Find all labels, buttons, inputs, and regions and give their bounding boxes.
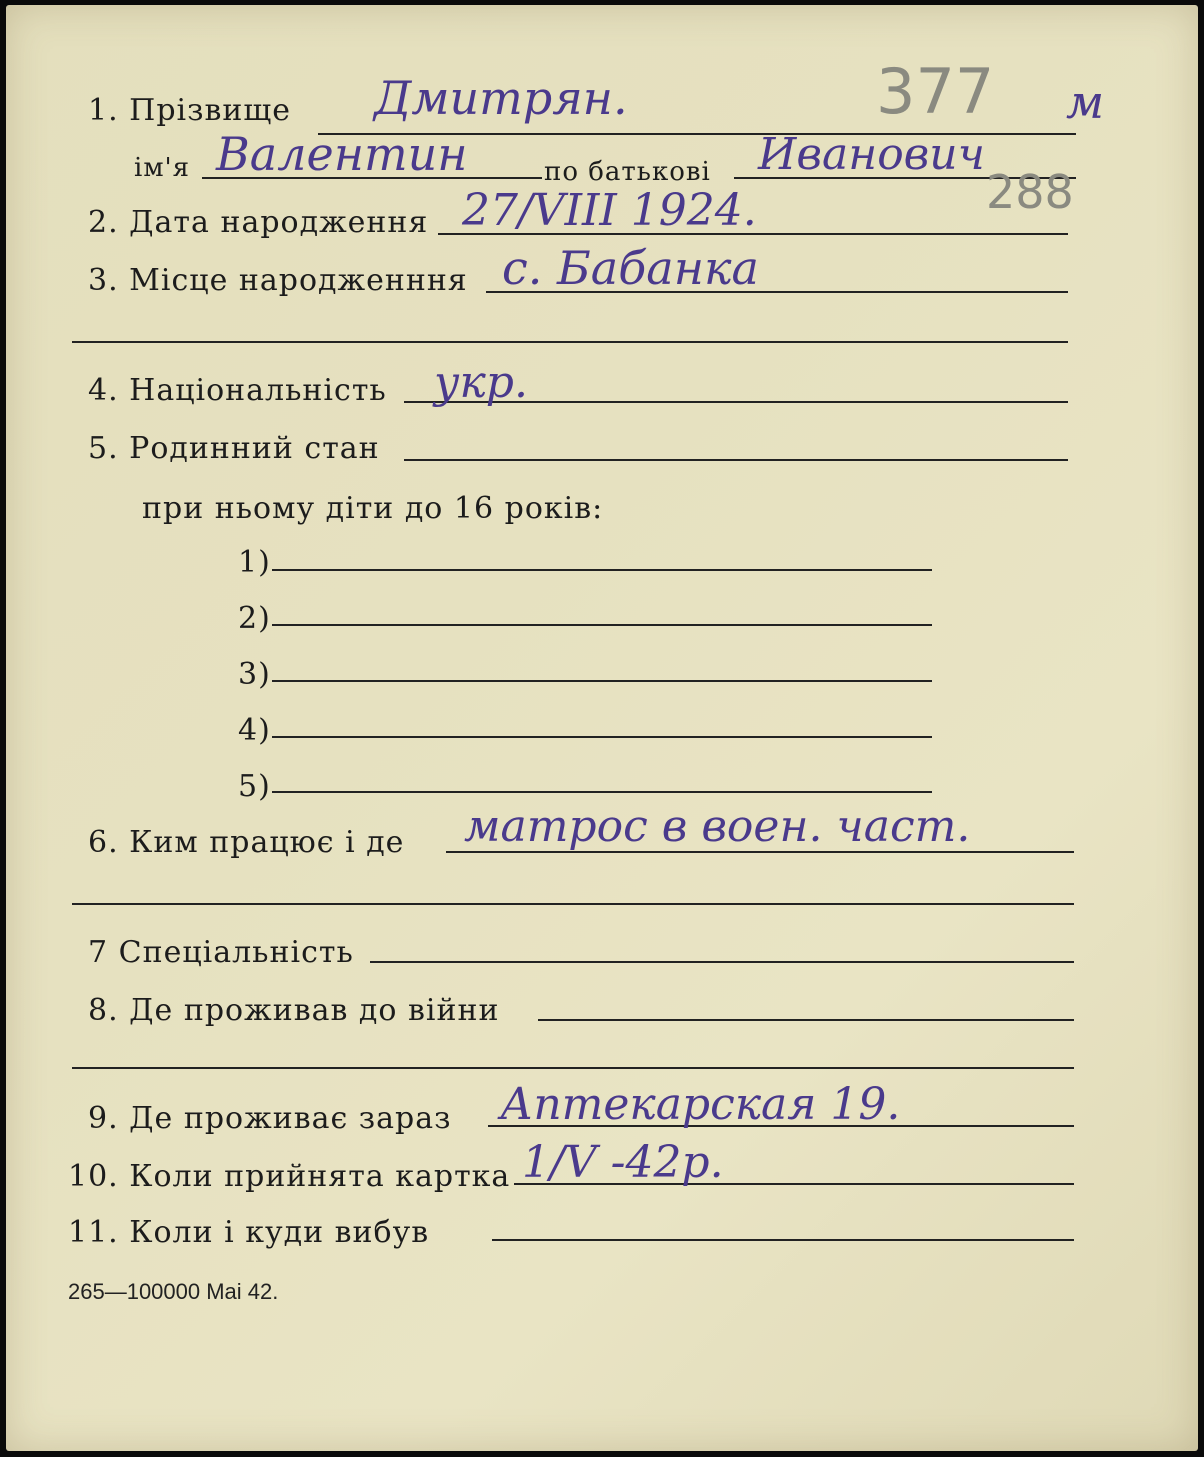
birthplace-line-2 — [72, 341, 1068, 343]
child-3-label: 3) — [238, 657, 271, 692]
child-1-line — [272, 569, 932, 571]
field-specialty-label: 7 Спеціальність — [88, 935, 354, 970]
field-work-label: 6. Ким працює і де — [88, 825, 405, 860]
child-2-label: 2) — [238, 601, 271, 636]
prewar-line — [538, 1019, 1074, 1021]
name-label: ім'я — [134, 153, 191, 183]
name-value: Валентин — [216, 127, 468, 181]
nationality-value: укр. — [434, 357, 528, 408]
field-birthdate-label: 2. Дата народження — [88, 205, 429, 240]
prewar-line-2 — [72, 1067, 1074, 1069]
pencil-number: 377 — [876, 55, 995, 128]
patronymic-label: по батькові — [544, 157, 711, 187]
registration-card — [6, 5, 1198, 1451]
child-5-label: 5) — [238, 769, 271, 804]
surname-value: Дмитрян. — [374, 71, 628, 125]
current-address-value: Аптекарская 19. — [500, 1079, 901, 1130]
field-surname-label: 1. Прізвище — [88, 93, 292, 128]
field-birthplace-label: 3. Місце народженння — [88, 263, 468, 298]
child-4-label: 4) — [238, 713, 271, 748]
birthplace-value: с. Бабанка — [502, 241, 759, 295]
child-2-line — [272, 624, 932, 626]
print-info: 265—100000 Mai 42. — [68, 1279, 279, 1304]
field-marital-label: 5. Родинний стан — [88, 431, 380, 466]
child-4-line — [272, 736, 932, 738]
card-date-value: 1/V -42р. — [522, 1137, 724, 1188]
departure-line — [492, 1239, 1074, 1241]
specialty-line — [370, 961, 1074, 963]
field-nationality-label: 4. Національність — [88, 373, 387, 408]
child-5-line — [272, 791, 932, 793]
field-prewar-label: 8. Де проживав до війни — [88, 993, 500, 1028]
birthdate-value: 27/VIII 1924. — [462, 185, 757, 236]
field-current-address-label: 9. Де проживає зараз — [88, 1101, 452, 1136]
marital-line — [404, 459, 1068, 461]
children-label: при ньому діти до 16 років: — [142, 491, 604, 526]
child-3-line — [272, 680, 932, 682]
pencil-number-2: 288 — [986, 165, 1074, 219]
work-value: матрос в воен. част. — [464, 801, 971, 852]
work-line-2 — [72, 903, 1074, 905]
field-card-date-label: 10. Коли прийнята картка — [68, 1159, 511, 1194]
gender-mark: м — [1066, 75, 1105, 129]
patronymic-value: Иванович — [758, 129, 986, 180]
child-1-label: 1) — [238, 545, 271, 580]
field-departure-label: 11. Коли і куди вибув — [68, 1215, 430, 1250]
